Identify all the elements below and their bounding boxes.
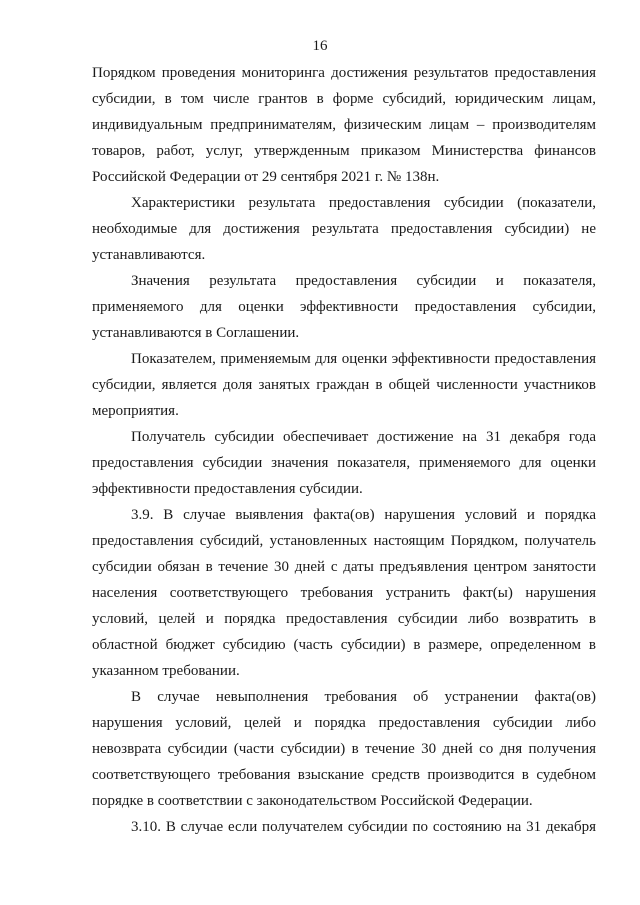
text-line: условий, целей и порядка предоставления субсидии либо возвратить в	[92, 611, 596, 627]
text-line: предоставления субсидий, установленных настоящим Порядком, получатель	[92, 533, 596, 549]
text-line: применяемого для оценки эффективности предоставления субсидии,	[92, 299, 596, 315]
text-line: Получатель субсидии обеспечивает достижение на 31 декабря года	[131, 429, 596, 445]
text-line: товаров, работ, услуг, утвержденным приказом Министерства финансов	[92, 143, 596, 159]
text-line: Порядком проведения мониторинга достижения результатов предоставления	[92, 65, 596, 81]
text-line: Российской Федерации от 29 сентября 2021 г. № 138н.	[92, 169, 440, 185]
text-line: Характеристики результата предоставления субсидии (показатели,	[131, 195, 596, 211]
text-line: населения соответствующего требования устранить факт(ы) нарушения	[92, 585, 596, 601]
text-line: предоставления субсидии значения показателя, применяемого для оценки	[92, 455, 596, 471]
text-line: устанавливаются в Соглашении.	[92, 325, 300, 341]
page-number: 16	[312, 38, 328, 54]
text-line: субсидии, является доля занятых граждан в общей численности участников	[92, 377, 596, 393]
text-line: субсидии, в том числе грантов в форме субсидий, юридическим лицам,	[92, 91, 596, 107]
text-line: эффективности предоставления субсидии.	[92, 481, 363, 497]
text-line: 3.9. В случае выявления факта(ов) нарушения условий и порядка	[131, 507, 596, 523]
text-line: указанном требовании.	[92, 663, 240, 679]
text-line: индивидуальным предпринимателям, физическим лицам – производителям	[92, 117, 596, 133]
text-line: необходимые для достижения результата предоставления субсидии) не	[92, 221, 596, 237]
text-line: 3.10. В случае если получателем субсидии по состоянию на 31 декабря	[131, 819, 596, 835]
text-line: устанавливаются.	[92, 247, 206, 263]
text-line: невозврата субсидии (части субсидии) в течение 30 дней со дня получения	[92, 741, 596, 757]
text-line: субсидии обязан в течение 30 дней с даты предъявления центром занятости	[92, 559, 596, 575]
text-line: мероприятия.	[92, 403, 179, 419]
text-line: соответствующего требования взыскание средств производится в судебном	[92, 767, 596, 783]
text-line: Значения результата предоставления субсидии и показателя,	[131, 273, 596, 289]
text-line: В случае невыполнения требования об устранении факта(ов)	[131, 689, 596, 705]
text-line: областной бюджет субсидию (часть субсидии) в размере, определенном в	[92, 637, 596, 653]
text-line: Показателем, применяемым для оценки эффективности предоставления	[131, 351, 596, 367]
text-line: нарушения условий, целей и порядка предоставления субсидии либо	[92, 715, 596, 731]
text-line: порядке в соответствии с законодательством Российской Федерации.	[92, 793, 533, 809]
